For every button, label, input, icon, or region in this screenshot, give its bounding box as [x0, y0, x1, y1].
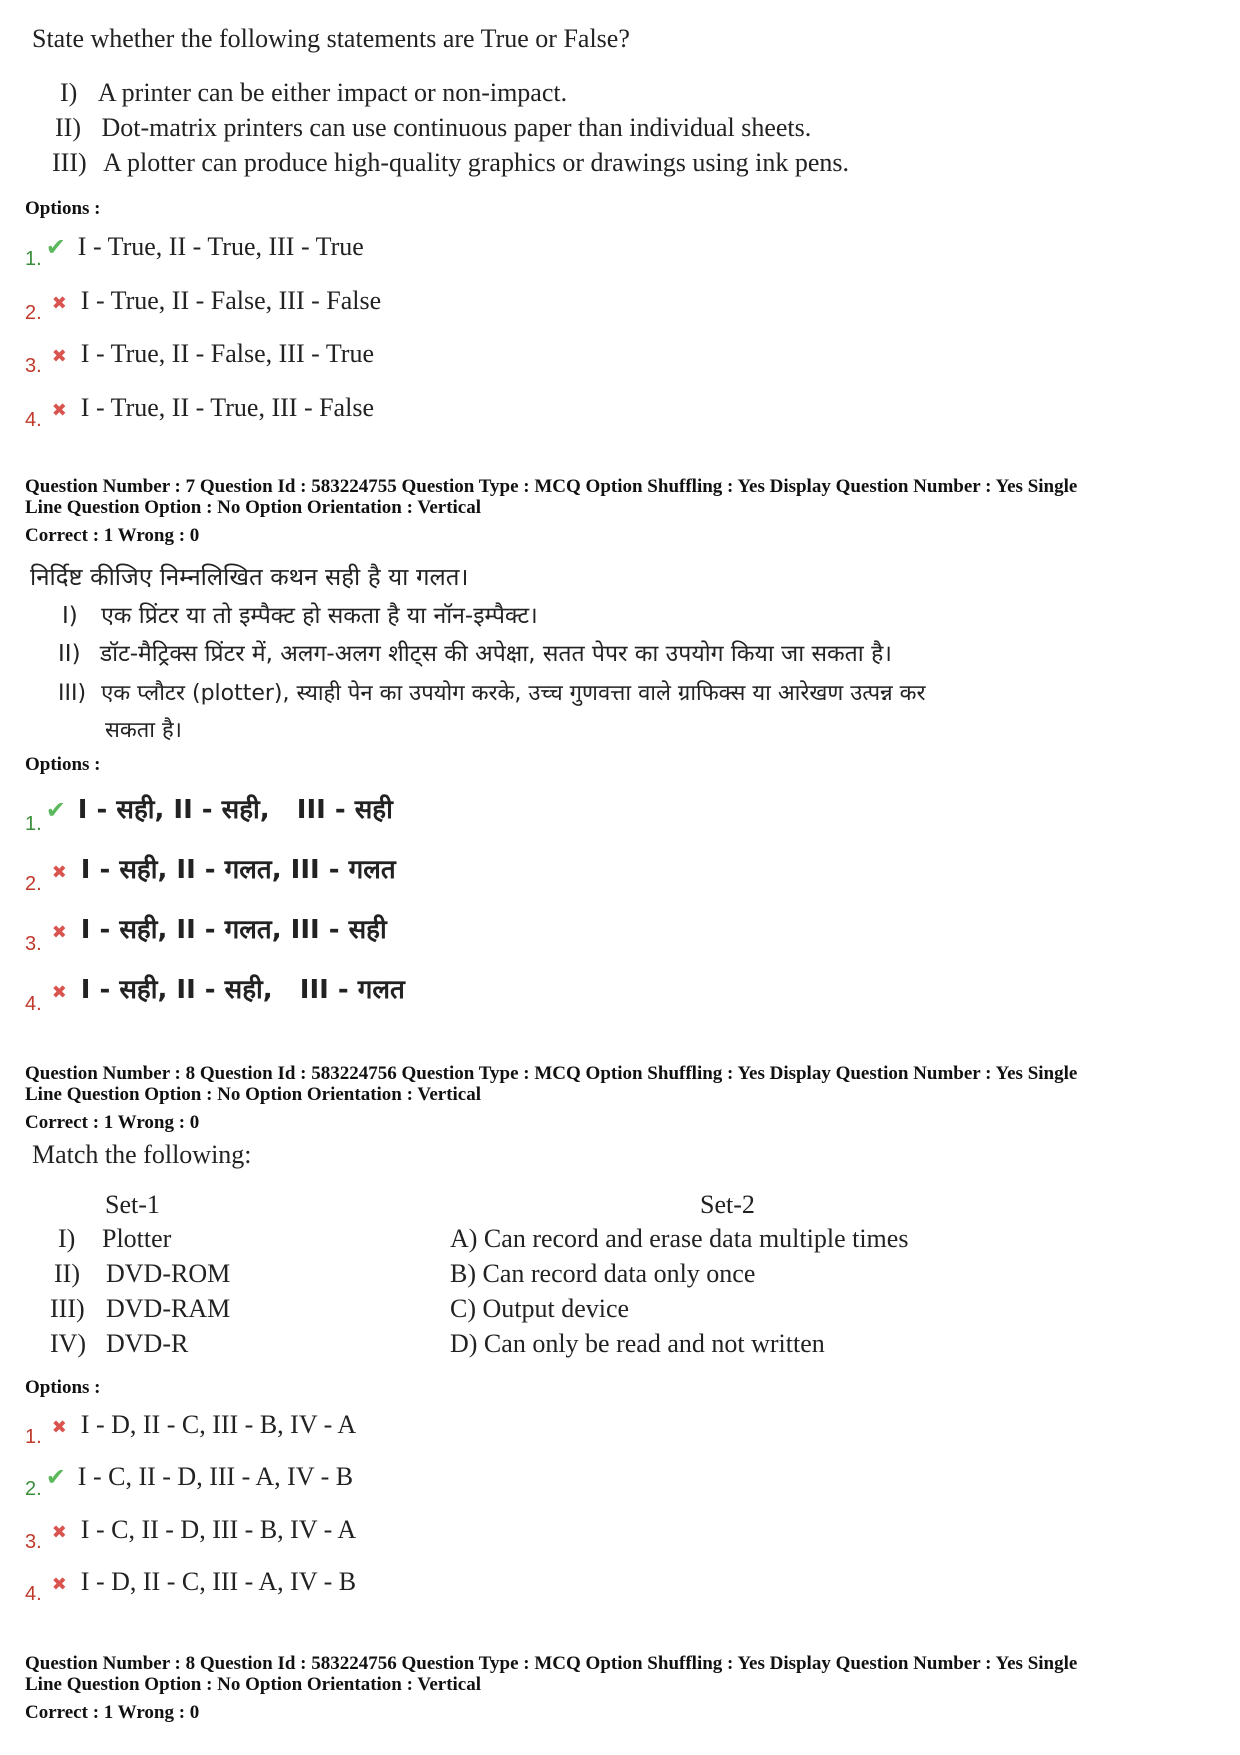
q6-statement-1: [60, 78, 567, 108]
option-text: I - C, II - D, III - B, IV - A: [80, 1515, 357, 1544]
option-text: I - D, II - C, III - A, IV - B: [80, 1567, 357, 1596]
statement-text: डॉट-मैट्रिक्स प्रिंटर में, अलग-अलग शीट्स की अपेक्षा, सतत पेपर का उपयोग किया जा सकता है।: [99, 641, 892, 667]
q6-option-2[interactable]: [25, 286, 382, 324]
correct-check-icon: ✔: [45, 1463, 66, 1491]
q7-heading: निर्दिष्ट कीजिए निम्नलिखित कथन सही है या गलत।: [30, 563, 469, 591]
statement-text: एक प्लौटर (plotter), स्याही पेन का उपयोग करके, उच्च गुणवत्ता वाले ग्राफिक्स या आरेखण उत्पन्न कर: [101, 681, 926, 706]
option-number: 3.: [25, 933, 42, 955]
q9-score: Correct : 1 Wrong : 0: [25, 1702, 200, 1723]
q7-statement-2: [58, 636, 892, 668]
set2-item-2: B) Can record data only once: [450, 1259, 756, 1288]
option-number: 1.: [25, 813, 42, 835]
wrong-cross-icon: ✖: [51, 1574, 67, 1595]
roman-numeral: III): [58, 681, 87, 706]
set1-item-3: [50, 1294, 230, 1324]
statement-text: Dot-matrix printers can use continuous paper than individual sheets.: [101, 113, 812, 142]
option-number: 4.: [25, 1583, 42, 1605]
option-number: 2.: [25, 1478, 42, 1500]
question-meta-line: Question Number : 7 Question Id : 583224755 Question Type : MCQ Option Shuffling : Yes Display Question Number : Yes Single: [25, 476, 1078, 497]
wrong-cross-icon: ✖: [51, 346, 67, 367]
option-number: 1.: [25, 1426, 42, 1448]
q7-options-label: Options :: [25, 754, 101, 775]
option-number: 3.: [25, 355, 42, 377]
q7-option-4[interactable]: [25, 970, 405, 1015]
roman-numeral: II): [54, 1259, 80, 1288]
wrong-cross-icon: ✖: [51, 1522, 67, 1543]
statement-text: A printer can be either impact or non-impact.: [97, 78, 568, 107]
statement-text: एक प्रिंटर या तो इम्पैक्ट हो सकता है या नॉन-इम्पैक्ट।: [101, 603, 538, 629]
q8-option-1[interactable]: [25, 1410, 357, 1448]
roman-numeral: I): [62, 603, 78, 629]
correct-check-icon: ✔: [45, 233, 66, 261]
q6-option-1[interactable]: [25, 232, 364, 270]
q6-statement-2: [55, 113, 811, 143]
q8-options-label: Options :: [25, 1377, 101, 1398]
set1-text: DVD-RAM: [106, 1294, 231, 1323]
q6-option-4[interactable]: [25, 393, 374, 431]
roman-numeral: I): [58, 1224, 76, 1253]
wrong-cross-icon: ✖: [51, 293, 67, 314]
option-text: I - सही, II - सही, III - सही: [77, 795, 393, 825]
set2-item-3: C) Output device: [450, 1294, 630, 1323]
roman-numeral: II): [58, 641, 81, 667]
option-text: I - सही, II - सही, III - गलत: [80, 975, 405, 1005]
q6-statement-3: [52, 148, 849, 178]
option-number: 2.: [25, 302, 42, 324]
q8-heading: Match the following:: [32, 1140, 252, 1169]
wrong-cross-icon: ✖: [51, 982, 67, 1003]
roman-numeral: III): [50, 1294, 85, 1323]
roman-numeral: II): [55, 113, 81, 142]
option-number: 4.: [25, 993, 42, 1015]
q7-meta: [25, 476, 1225, 518]
option-number: 3.: [25, 1531, 42, 1553]
question-meta-line: Line Question Option : No Option Orientation : Vertical: [25, 1084, 482, 1105]
q8-option-4[interactable]: [25, 1567, 357, 1605]
set1-text: DVD-ROM: [106, 1259, 231, 1288]
correct-check-icon: ✔: [45, 796, 66, 824]
q7-option-3[interactable]: [25, 910, 387, 955]
q7-statement-3: [58, 677, 926, 707]
q6-options-label: Options :: [25, 198, 101, 219]
question-meta-line: Question Number : 8 Question Id : 583224756 Question Type : MCQ Option Shuffling : Yes Display Question Number : Yes Single: [25, 1063, 1078, 1084]
q7-score: Correct : 1 Wrong : 0: [25, 525, 200, 546]
roman-numeral: I): [60, 78, 78, 107]
option-number: 2.: [25, 873, 42, 895]
option-text: I - True, II - True, III - True: [77, 232, 364, 261]
option-text: I - सही, II - गलत, III - गलत: [80, 855, 396, 885]
statement-text: A plotter can produce high-quality graphics or drawings using ink pens.: [103, 148, 850, 177]
q6-heading: State whether the following statements are True or False?: [32, 24, 630, 53]
wrong-cross-icon: ✖: [51, 1417, 67, 1438]
set2-item-4: D) Can only be read and not written: [450, 1329, 825, 1358]
set1-item-4: [50, 1329, 188, 1359]
question-meta-line: Line Question Option : No Option Orientation : Vertical: [25, 1674, 482, 1695]
option-number: 1.: [25, 248, 42, 270]
roman-numeral: III): [52, 148, 87, 177]
set2-title: Set-2: [700, 1190, 755, 1219]
wrong-cross-icon: ✖: [51, 400, 67, 421]
wrong-cross-icon: ✖: [51, 922, 67, 943]
q8-option-3[interactable]: [25, 1515, 357, 1553]
set1-text: DVD-R: [106, 1329, 189, 1358]
set1-item-2: [54, 1259, 230, 1289]
q6-option-3[interactable]: [25, 339, 374, 377]
q8-score: Correct : 1 Wrong : 0: [25, 1112, 200, 1133]
wrong-cross-icon: ✖: [51, 862, 67, 883]
set2-item-1: A) Can record and erase data multiple times: [450, 1224, 909, 1253]
option-text: I - D, II - C, III - B, IV - A: [80, 1410, 357, 1439]
option-text: I - True, II - False, III - True: [80, 339, 374, 368]
option-text: I - True, II - False, III - False: [80, 286, 382, 315]
set1-text: Plotter: [102, 1224, 172, 1253]
option-text: I - True, II - True, III - False: [80, 393, 374, 422]
q7-option-2[interactable]: [25, 850, 396, 895]
roman-numeral: IV): [50, 1329, 87, 1358]
q9-meta: [25, 1653, 1225, 1695]
option-text: I - C, II - D, III - A, IV - B: [77, 1462, 354, 1491]
option-number: 4.: [25, 409, 42, 431]
question-meta-line: Question Number : 8 Question Id : 583224756 Question Type : MCQ Option Shuffling : Yes Display Question Number : Yes Single: [25, 1653, 1078, 1674]
q7-statement-3-cont: सकता है।: [105, 718, 183, 743]
set1-item-1: [58, 1224, 171, 1254]
q8-meta: [25, 1063, 1225, 1105]
option-text: I - सही, II - गलत, III - सही: [80, 915, 387, 945]
set1-title: Set-1: [105, 1190, 160, 1219]
q7-option-1[interactable]: [25, 790, 393, 835]
q8-option-2[interactable]: [25, 1462, 354, 1500]
q7-statement-1: [62, 598, 538, 630]
question-meta-line: Line Question Option : No Option Orientation : Vertical: [25, 497, 482, 518]
